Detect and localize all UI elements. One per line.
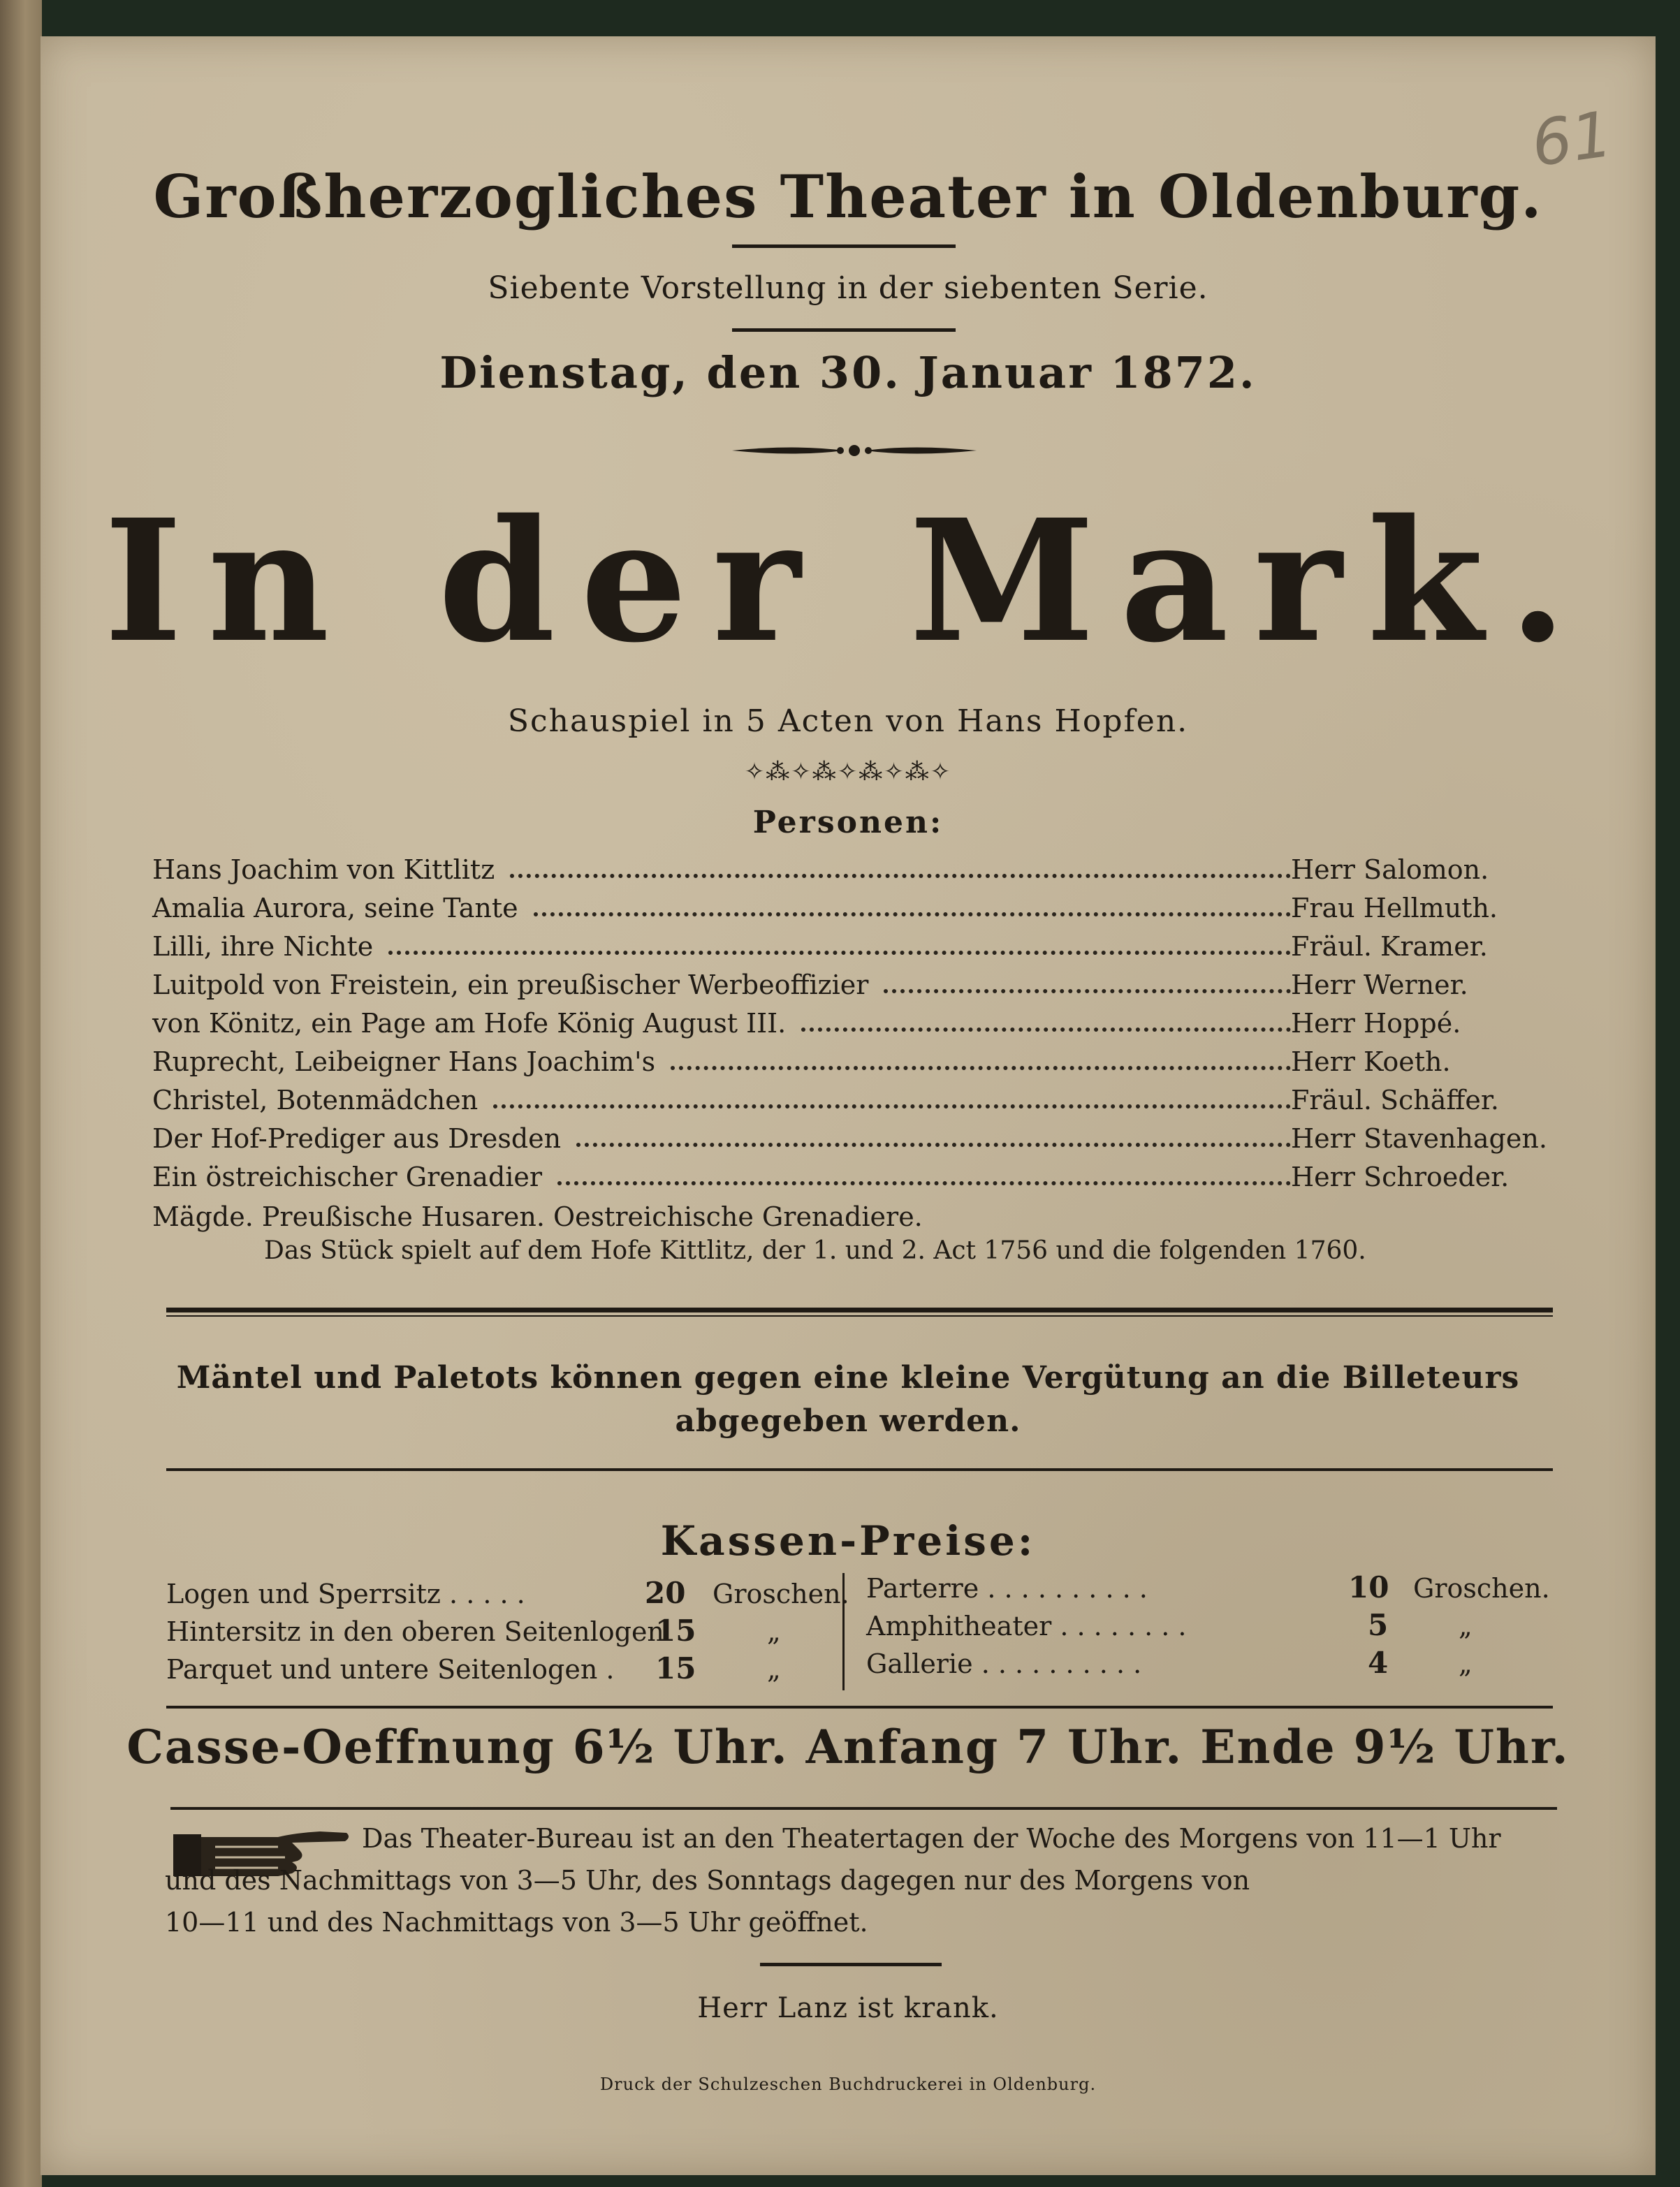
leader-dots: [884, 989, 1291, 993]
cast-actor: Herr Stavenhagen.: [1291, 1123, 1547, 1154]
price-unit: „: [767, 1616, 781, 1647]
header-rule-2: [732, 328, 956, 332]
cast-role: Hans Joachim von Kittlitz: [152, 854, 495, 885]
performance-series: Siebente Vorstellung in der siebenten Serie.: [488, 270, 1208, 306]
price-value: 5: [1368, 1608, 1389, 1642]
cloakroom-notice: [41, 1356, 1656, 1443]
cast-row: [152, 1039, 1493, 1077]
price-column-separator: [842, 1573, 845, 1690]
cast-role: Lilli, ihre Nichte: [152, 931, 374, 962]
section-rule: [166, 1706, 1553, 1709]
cast-row: [152, 1000, 1493, 1039]
price-unit: „: [1459, 1648, 1473, 1679]
flourish-divider-icon: [732, 440, 977, 461]
leader-dots: [510, 874, 1291, 878]
printer-imprint: Druck der Schulzeschen Buchdruckerei in Oldenburg.: [599, 2075, 1097, 2094]
pencil-page-number: 61: [1527, 97, 1617, 182]
book-binding: [0, 0, 42, 2187]
price-unit: Groschen.: [1413, 1573, 1550, 1604]
cast-role: von Könitz, ein Page am Hofe König August III.: [152, 1008, 787, 1039]
price-seat: Amphitheater . . . . . . . .: [866, 1611, 1187, 1641]
play-subtitle: Schauspiel in 5 Acten von Hans Hopfen.: [507, 703, 1189, 739]
cast-change-announcement: Herr Lanz ist krank.: [697, 1992, 999, 2024]
price-value: 15: [655, 1614, 696, 1648]
playbill-page: [41, 36, 1656, 2175]
notice-line: Mäntel und Paletots können gegen eine kleine Vergütung an die Billeteurs: [176, 1360, 1520, 1396]
play-title: In der Mark.: [103, 483, 1593, 680]
price-unit: Groschen.: [713, 1579, 849, 1609]
ornament-divider: ✧⁂✧⁂✧⁂✧⁂✧: [744, 758, 952, 786]
price-value: 15: [655, 1651, 696, 1685]
cast-row: [152, 1116, 1547, 1154]
notice-line: abgegeben werden.: [675, 1403, 1021, 1439]
section-rule: [170, 1807, 1557, 1810]
cast-row: [152, 962, 1493, 1000]
cast-actor: Frau Hellmuth.: [1291, 893, 1498, 923]
cast-actor: Herr Schroeder.: [1291, 1162, 1510, 1192]
cast-actor: Herr Hoppé.: [1291, 1008, 1461, 1039]
cast-actor: Fräul. Kramer.: [1291, 931, 1488, 962]
cast-role: Amalia Aurora, seine Tante: [152, 893, 518, 923]
leader-dots: [493, 1104, 1291, 1109]
header-rule-1: [732, 244, 956, 248]
cast-row: [152, 1077, 1499, 1116]
cast-list: [152, 847, 1547, 1192]
cast-extras: Mägde. Preußische Husaren. Oestreichische Grenadiere.: [152, 1201, 923, 1232]
price-value: 10: [1348, 1570, 1389, 1604]
price-value: 20: [645, 1576, 686, 1610]
cast-row: [152, 1154, 1510, 1192]
section-rule-thick: [166, 1308, 1553, 1317]
price-value: 4: [1368, 1646, 1389, 1680]
cast-actor: Herr Salomon.: [1291, 854, 1489, 885]
price-unit: „: [767, 1654, 781, 1685]
cast-row: [152, 847, 1493, 885]
cast-heading: Personen:: [752, 805, 944, 840]
leader-dots: [534, 912, 1291, 916]
play-setting: Das Stück spielt auf dem Hofe Kittlitz, der 1. und 2. Act 1756 und die folgenden 1760.: [264, 1236, 1366, 1265]
cast-actor: Herr Koeth.: [1291, 1046, 1451, 1077]
price-unit: „: [1459, 1611, 1473, 1641]
price-seat: Parterre . . . . . . . . . .: [866, 1573, 1148, 1604]
short-rule: [760, 1963, 942, 1966]
price-seat: Hintersitz in den oberen Seitenlogen: [166, 1616, 664, 1647]
cast-row: [152, 923, 1493, 962]
bureau-hours-text: [165, 1859, 1570, 1943]
price-seat: Logen und Sperrsitz . . . . .: [166, 1579, 525, 1609]
cast-role: Ein östreichischer Grenadier: [152, 1162, 543, 1192]
price-seat: Parquet und untere Seitenlogen .: [166, 1654, 615, 1685]
cast-role: Luitpold von Freistein, ein preußischer Werbeoffizier: [152, 970, 869, 1000]
bureau-hours-line: Das Theater-Bureau ist an den Theatertagen der Woche des Morgens von 11—1 Uhr: [362, 1823, 1501, 1854]
opening-times: Casse-Oeffnung 6½ Uhr. Anfang 7 Uhr. Ende 9½ Uhr.: [126, 1720, 1570, 1774]
cast-role: Christel, Botenmädchen: [152, 1085, 479, 1116]
price-seat: Gallerie . . . . . . . . . .: [866, 1648, 1142, 1679]
cast-role: Ruprecht, Leibeigner Hans Joachim's: [152, 1046, 656, 1077]
leader-dots: [557, 1181, 1291, 1185]
bureau-hours-line: 10—11 und des Nachmittags von 3—5 Uhr geöffnet.: [165, 1907, 868, 1938]
cast-role: Der Hof-Prediger aus Dresden: [152, 1123, 562, 1154]
theater-name: Großherzogliches Theater in Oldenburg.: [153, 162, 1543, 231]
performance-date: Dienstag, den 30. Januar 1872.: [439, 347, 1257, 398]
leader-dots: [576, 1143, 1291, 1147]
cast-actor: Fräul. Schäffer.: [1291, 1085, 1499, 1116]
section-rule: [166, 1468, 1553, 1471]
leader-dots: [671, 1066, 1291, 1070]
prices-heading: Kassen-Preise:: [660, 1517, 1036, 1565]
cast-actor: Herr Werner.: [1291, 970, 1468, 1000]
bureau-hours-line: und des Nachmittags von 3—5 Uhr, des Sonntags dagegen nur des Morgens von: [165, 1865, 1250, 1896]
leader-dots: [801, 1027, 1291, 1032]
leader-dots: [388, 951, 1291, 955]
cast-row: [152, 885, 1498, 923]
